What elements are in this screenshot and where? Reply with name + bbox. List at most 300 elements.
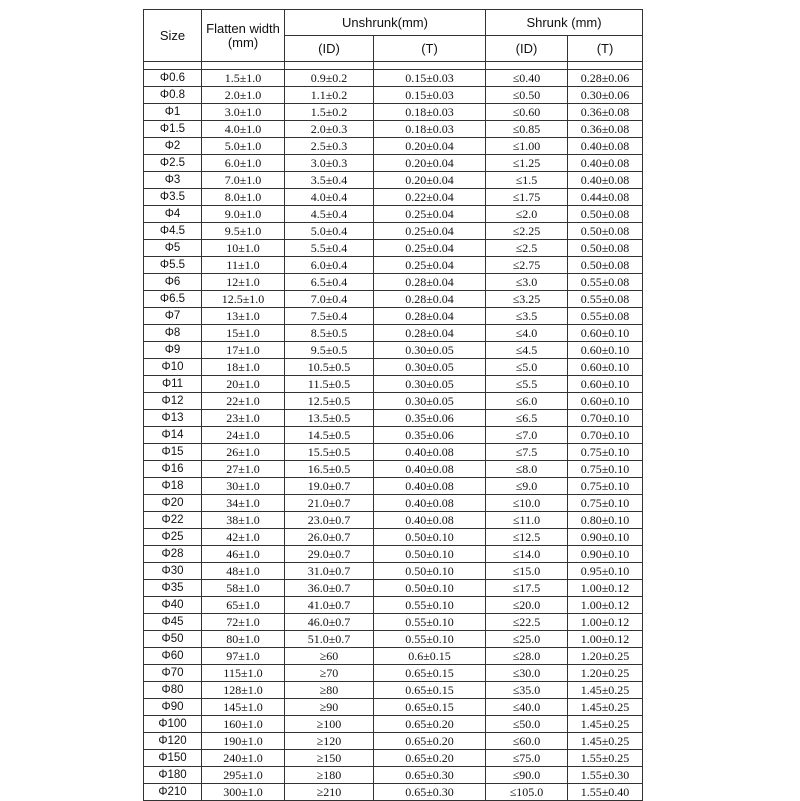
cell-flatten-width: 145±1.0 <box>202 699 285 716</box>
cell-unshrunk-t: 0.50±0.10 <box>374 529 486 546</box>
cell-unshrunk-id: ≥150 <box>285 750 374 767</box>
cell-shrunk-id: ≤7.0 <box>486 427 568 444</box>
header-spacer-row <box>144 62 643 70</box>
header-shrunk-id: (ID) <box>486 36 568 62</box>
cell-shrunk-id: ≤17.5 <box>486 580 568 597</box>
cell-shrunk-t: 0.50±0.08 <box>568 223 643 240</box>
cell-shrunk-id: ≤6.0 <box>486 393 568 410</box>
cell-size: Φ180 <box>144 767 202 784</box>
cell-shrunk-id: ≤1.5 <box>486 172 568 189</box>
cell-size: Φ2.5 <box>144 155 202 172</box>
cell-shrunk-id: ≤0.60 <box>486 104 568 121</box>
cell-flatten-width: 12±1.0 <box>202 274 285 291</box>
cell-shrunk-id: ≤6.5 <box>486 410 568 427</box>
cell-shrunk-t: 0.75±0.10 <box>568 461 643 478</box>
cell-unshrunk-id: 21.0±0.7 <box>285 495 374 512</box>
table-body <box>144 62 643 801</box>
cell-unshrunk-id: 2.0±0.3 <box>285 121 374 138</box>
cell-size: Φ100 <box>144 716 202 733</box>
cell-unshrunk-id: 9.5±0.5 <box>285 342 374 359</box>
cell-shrunk-t: 0.60±0.10 <box>568 342 643 359</box>
cell-shrunk-t: 1.45±0.25 <box>568 682 643 699</box>
header-shrunk: Shrunk (mm) <box>486 10 643 36</box>
table-row <box>144 461 643 478</box>
cell-shrunk-id: ≤5.0 <box>486 359 568 376</box>
table-row <box>144 614 643 631</box>
table-row <box>144 767 643 784</box>
cell-flatten-width: 9.5±1.0 <box>202 223 285 240</box>
cell-flatten-width: 8.0±1.0 <box>202 189 285 206</box>
cell-unshrunk-id: 14.5±0.5 <box>285 427 374 444</box>
cell-size: Φ0.6 <box>144 70 202 87</box>
cell-shrunk-id: ≤50.0 <box>486 716 568 733</box>
cell-size: Φ5.5 <box>144 257 202 274</box>
table-row <box>144 308 643 325</box>
table-row <box>144 393 643 410</box>
cell-flatten-width: 26±1.0 <box>202 444 285 461</box>
cell-unshrunk-id: 29.0±0.7 <box>285 546 374 563</box>
cell-shrunk-id: ≤35.0 <box>486 682 568 699</box>
cell-size: Φ14 <box>144 427 202 444</box>
cell-shrunk-t: 0.80±0.10 <box>568 512 643 529</box>
cell-size: Φ12 <box>144 393 202 410</box>
cell-shrunk-id: ≤2.75 <box>486 257 568 274</box>
header-size: Size <box>144 10 202 62</box>
cell-shrunk-id: ≤12.5 <box>486 529 568 546</box>
cell-shrunk-t: 0.50±0.08 <box>568 240 643 257</box>
cell-unshrunk-t: 0.25±0.04 <box>374 257 486 274</box>
cell-size: Φ16 <box>144 461 202 478</box>
cell-unshrunk-t: 0.40±0.08 <box>374 512 486 529</box>
cell-shrunk-id: ≤1.75 <box>486 189 568 206</box>
cell-unshrunk-id: 1.5±0.2 <box>285 104 374 121</box>
cell-unshrunk-t: 0.50±0.10 <box>374 580 486 597</box>
table-row <box>144 716 643 733</box>
cell-shrunk-id: ≤2.25 <box>486 223 568 240</box>
cell-flatten-width: 11±1.0 <box>202 257 285 274</box>
table-row <box>144 410 643 427</box>
table-row <box>144 155 643 172</box>
cell-unshrunk-id: 19.0±0.7 <box>285 478 374 495</box>
cell-size: Φ25 <box>144 529 202 546</box>
cell-unshrunk-t: 0.35±0.06 <box>374 410 486 427</box>
cell-unshrunk-t: 0.15±0.03 <box>374 70 486 87</box>
cell-shrunk-id: ≤4.0 <box>486 325 568 342</box>
header-shrunk-t: (T) <box>568 36 643 62</box>
cell-size: Φ3 <box>144 172 202 189</box>
cell-shrunk-t: 0.75±0.10 <box>568 444 643 461</box>
cell-unshrunk-id: 8.5±0.5 <box>285 325 374 342</box>
cell-shrunk-t: 0.50±0.08 <box>568 206 643 223</box>
table-row <box>144 563 643 580</box>
cell-shrunk-t: 1.45±0.25 <box>568 699 643 716</box>
table-row <box>144 291 643 308</box>
cell-shrunk-id: ≤28.0 <box>486 648 568 665</box>
cell-unshrunk-id: 10.5±0.5 <box>285 359 374 376</box>
cell-flatten-width: 46±1.0 <box>202 546 285 563</box>
cell-size: Φ15 <box>144 444 202 461</box>
cell-size: Φ22 <box>144 512 202 529</box>
cell-shrunk-id: ≤0.50 <box>486 87 568 104</box>
cell-size: Φ5 <box>144 240 202 257</box>
cell-size: Φ70 <box>144 665 202 682</box>
table-row <box>144 580 643 597</box>
cell-unshrunk-id: 5.5±0.4 <box>285 240 374 257</box>
cell-shrunk-t: 1.55±0.40 <box>568 784 643 801</box>
cell-shrunk-t: 1.00±0.12 <box>568 580 643 597</box>
cell-flatten-width: 30±1.0 <box>202 478 285 495</box>
cell-unshrunk-t: 0.65±0.20 <box>374 750 486 767</box>
table-row <box>144 512 643 529</box>
cell-shrunk-t: 0.40±0.08 <box>568 172 643 189</box>
cell-unshrunk-t: 0.30±0.05 <box>374 393 486 410</box>
cell-unshrunk-t: 0.40±0.08 <box>374 478 486 495</box>
cell-shrunk-id: ≤3.0 <box>486 274 568 291</box>
table-row <box>144 733 643 750</box>
cell-unshrunk-id: 4.0±0.4 <box>285 189 374 206</box>
cell-unshrunk-t: 0.20±0.04 <box>374 155 486 172</box>
cell-unshrunk-t: 0.40±0.08 <box>374 444 486 461</box>
table-row <box>144 342 643 359</box>
table-row <box>144 597 643 614</box>
cell-shrunk-t: 1.55±0.25 <box>568 750 643 767</box>
cell-shrunk-t: 0.40±0.08 <box>568 138 643 155</box>
cell-flatten-width: 15±1.0 <box>202 325 285 342</box>
cell-size: Φ13 <box>144 410 202 427</box>
cell-shrunk-id: ≤2.5 <box>486 240 568 257</box>
cell-size: Φ80 <box>144 682 202 699</box>
cell-size: Φ7 <box>144 308 202 325</box>
table-row <box>144 648 643 665</box>
cell-shrunk-id: ≤20.0 <box>486 597 568 614</box>
cell-flatten-width: 48±1.0 <box>202 563 285 580</box>
cell-unshrunk-id: ≥180 <box>285 767 374 784</box>
cell-shrunk-id: ≤9.0 <box>486 478 568 495</box>
cell-size: Φ2 <box>144 138 202 155</box>
cell-shrunk-t: 0.55±0.08 <box>568 274 643 291</box>
cell-flatten-width: 34±1.0 <box>202 495 285 512</box>
cell-unshrunk-id: ≥90 <box>285 699 374 716</box>
cell-flatten-width: 42±1.0 <box>202 529 285 546</box>
cell-flatten-width: 58±1.0 <box>202 580 285 597</box>
cell-size: Φ11 <box>144 376 202 393</box>
cell-size: Φ9 <box>144 342 202 359</box>
cell-unshrunk-t: 0.65±0.30 <box>374 767 486 784</box>
cell-size: Φ120 <box>144 733 202 750</box>
cell-unshrunk-id: 26.0±0.7 <box>285 529 374 546</box>
cell-unshrunk-t: 0.28±0.04 <box>374 308 486 325</box>
cell-shrunk-id: ≤1.25 <box>486 155 568 172</box>
cell-flatten-width: 17±1.0 <box>202 342 285 359</box>
cell-unshrunk-t: 0.40±0.08 <box>374 495 486 512</box>
cell-size: Φ4.5 <box>144 223 202 240</box>
cell-unshrunk-id: 1.1±0.2 <box>285 87 374 104</box>
cell-flatten-width: 10±1.0 <box>202 240 285 257</box>
cell-shrunk-id: ≤0.85 <box>486 121 568 138</box>
header-flatten-width-label: Flatten width <box>206 20 280 36</box>
cell-size: Φ28 <box>144 546 202 563</box>
cell-unshrunk-id: 41.0±0.7 <box>285 597 374 614</box>
cell-size: Φ35 <box>144 580 202 597</box>
cell-flatten-width: 3.0±1.0 <box>202 104 285 121</box>
cell-flatten-width: 18±1.0 <box>202 359 285 376</box>
table-row <box>144 121 643 138</box>
cell-unshrunk-id: 5.0±0.4 <box>285 223 374 240</box>
cell-shrunk-id: ≤5.5 <box>486 376 568 393</box>
cell-size: Φ4 <box>144 206 202 223</box>
cell-unshrunk-id: 2.5±0.3 <box>285 138 374 155</box>
cell-size: Φ0.8 <box>144 87 202 104</box>
cell-size: Φ150 <box>144 750 202 767</box>
cell-shrunk-t: 0.95±0.10 <box>568 563 643 580</box>
cell-flatten-width: 13±1.0 <box>202 308 285 325</box>
cell-shrunk-id: ≤22.5 <box>486 614 568 631</box>
cell-shrunk-id: ≤8.0 <box>486 461 568 478</box>
cell-size: Φ6.5 <box>144 291 202 308</box>
cell-size: Φ1 <box>144 104 202 121</box>
table-row <box>144 87 643 104</box>
cell-unshrunk-id: ≥60 <box>285 648 374 665</box>
cell-size: Φ90 <box>144 699 202 716</box>
cell-unshrunk-t: 0.55±0.10 <box>374 597 486 614</box>
cell-flatten-width: 27±1.0 <box>202 461 285 478</box>
cell-unshrunk-id: ≥210 <box>285 784 374 801</box>
spec-table <box>143 9 643 801</box>
cell-shrunk-id: ≤2.0 <box>486 206 568 223</box>
cell-unshrunk-id: ≥80 <box>285 682 374 699</box>
table-row <box>144 784 643 801</box>
table-row <box>144 478 643 495</box>
cell-shrunk-id: ≤3.5 <box>486 308 568 325</box>
cell-flatten-width: 23±1.0 <box>202 410 285 427</box>
table-row <box>144 682 643 699</box>
cell-unshrunk-id: 13.5±0.5 <box>285 410 374 427</box>
cell-unshrunk-t: 0.15±0.03 <box>374 87 486 104</box>
cell-shrunk-id: ≤105.0 <box>486 784 568 801</box>
cell-flatten-width: 22±1.0 <box>202 393 285 410</box>
cell-shrunk-t: 0.40±0.08 <box>568 155 643 172</box>
cell-shrunk-t: 0.44±0.08 <box>568 189 643 206</box>
cell-shrunk-id: ≤14.0 <box>486 546 568 563</box>
cell-flatten-width: 24±1.0 <box>202 427 285 444</box>
header-flatten-width-unit: (mm) <box>227 34 259 50</box>
cell-shrunk-t: 1.00±0.12 <box>568 597 643 614</box>
cell-unshrunk-id: 11.5±0.5 <box>285 376 374 393</box>
cell-unshrunk-id: 31.0±0.7 <box>285 563 374 580</box>
cell-unshrunk-t: 0.28±0.04 <box>374 291 486 308</box>
table-row <box>144 427 643 444</box>
cell-unshrunk-id: 12.5±0.5 <box>285 393 374 410</box>
cell-shrunk-t: 0.75±0.10 <box>568 478 643 495</box>
cell-unshrunk-id: 16.5±0.5 <box>285 461 374 478</box>
cell-shrunk-id: ≤60.0 <box>486 733 568 750</box>
cell-unshrunk-id: 6.5±0.4 <box>285 274 374 291</box>
cell-flatten-width: 115±1.0 <box>202 665 285 682</box>
cell-shrunk-id: ≤4.5 <box>486 342 568 359</box>
cell-shrunk-id: ≤25.0 <box>486 631 568 648</box>
table-row <box>144 206 643 223</box>
cell-shrunk-id: ≤15.0 <box>486 563 568 580</box>
cell-unshrunk-id: 6.0±0.4 <box>285 257 374 274</box>
table-row <box>144 444 643 461</box>
table-row <box>144 376 643 393</box>
cell-shrunk-t: 1.20±0.25 <box>568 648 643 665</box>
cell-flatten-width: 128±1.0 <box>202 682 285 699</box>
cell-unshrunk-id: 4.5±0.4 <box>285 206 374 223</box>
cell-shrunk-t: 0.55±0.08 <box>568 291 643 308</box>
cell-unshrunk-t: 0.65±0.30 <box>374 784 486 801</box>
cell-unshrunk-id: 7.5±0.4 <box>285 308 374 325</box>
cell-size: Φ20 <box>144 495 202 512</box>
cell-shrunk-t: 0.90±0.10 <box>568 546 643 563</box>
header-unshrunk-id: (ID) <box>285 36 374 62</box>
cell-flatten-width: 4.0±1.0 <box>202 121 285 138</box>
cell-unshrunk-id: 3.0±0.3 <box>285 155 374 172</box>
cell-unshrunk-id: ≥120 <box>285 733 374 750</box>
cell-unshrunk-t: 0.18±0.03 <box>374 121 486 138</box>
cell-unshrunk-t: 0.55±0.10 <box>374 614 486 631</box>
cell-unshrunk-t: 0.65±0.20 <box>374 733 486 750</box>
cell-flatten-width: 1.5±1.0 <box>202 70 285 87</box>
cell-flatten-width: 240±1.0 <box>202 750 285 767</box>
cell-shrunk-t: 1.55±0.30 <box>568 767 643 784</box>
cell-shrunk-t: 0.30±0.06 <box>568 87 643 104</box>
cell-shrunk-t: 0.90±0.10 <box>568 529 643 546</box>
cell-flatten-width: 20±1.0 <box>202 376 285 393</box>
cell-unshrunk-t: 0.28±0.04 <box>374 325 486 342</box>
table-row <box>144 257 643 274</box>
cell-size: Φ40 <box>144 597 202 614</box>
cell-unshrunk-t: 0.25±0.04 <box>374 240 486 257</box>
cell-unshrunk-id: ≥100 <box>285 716 374 733</box>
table-row <box>144 359 643 376</box>
table-row <box>144 495 643 512</box>
cell-flatten-width: 300±1.0 <box>202 784 285 801</box>
table-row <box>144 189 643 206</box>
cell-unshrunk-id: 15.5±0.5 <box>285 444 374 461</box>
cell-unshrunk-t: 0.65±0.15 <box>374 699 486 716</box>
cell-flatten-width: 80±1.0 <box>202 631 285 648</box>
cell-unshrunk-t: 0.35±0.06 <box>374 427 486 444</box>
cell-unshrunk-t: 0.6±0.15 <box>374 648 486 665</box>
cell-flatten-width: 12.5±1.0 <box>202 291 285 308</box>
cell-flatten-width: 38±1.0 <box>202 512 285 529</box>
table-row <box>144 223 643 240</box>
table-row <box>144 529 643 546</box>
cell-unshrunk-t: 0.30±0.05 <box>374 342 486 359</box>
cell-shrunk-t: 1.00±0.12 <box>568 631 643 648</box>
cell-flatten-width: 190±1.0 <box>202 733 285 750</box>
cell-unshrunk-t: 0.20±0.04 <box>374 138 486 155</box>
cell-unshrunk-id: ≥70 <box>285 665 374 682</box>
cell-size: Φ1.5 <box>144 121 202 138</box>
table-row <box>144 546 643 563</box>
cell-shrunk-t: 0.70±0.10 <box>568 427 643 444</box>
cell-unshrunk-t: 0.65±0.20 <box>374 716 486 733</box>
cell-unshrunk-id: 7.0±0.4 <box>285 291 374 308</box>
cell-unshrunk-t: 0.30±0.05 <box>374 359 486 376</box>
cell-unshrunk-t: 0.65±0.15 <box>374 665 486 682</box>
table-row <box>144 699 643 716</box>
cell-shrunk-id: ≤11.0 <box>486 512 568 529</box>
cell-shrunk-id: ≤30.0 <box>486 665 568 682</box>
cell-unshrunk-t: 0.22±0.04 <box>374 189 486 206</box>
table-row <box>144 70 643 87</box>
cell-shrunk-t: 0.36±0.08 <box>568 104 643 121</box>
table-row <box>144 665 643 682</box>
cell-shrunk-id: ≤0.40 <box>486 70 568 87</box>
cell-shrunk-id: ≤1.00 <box>486 138 568 155</box>
table-header <box>144 10 643 62</box>
table-row <box>144 325 643 342</box>
cell-unshrunk-t: 0.25±0.04 <box>374 223 486 240</box>
table-row <box>144 750 643 767</box>
cell-shrunk-t: 1.45±0.25 <box>568 733 643 750</box>
cell-size: Φ60 <box>144 648 202 665</box>
cell-unshrunk-t: 0.40±0.08 <box>374 461 486 478</box>
cell-size: Φ10 <box>144 359 202 376</box>
cell-unshrunk-id: 3.5±0.4 <box>285 172 374 189</box>
header-unshrunk-t: (T) <box>374 36 486 62</box>
cell-unshrunk-t: 0.20±0.04 <box>374 172 486 189</box>
cell-flatten-width: 2.0±1.0 <box>202 87 285 104</box>
table-row <box>144 172 643 189</box>
cell-unshrunk-id: 46.0±0.7 <box>285 614 374 631</box>
cell-unshrunk-t: 0.18±0.03 <box>374 104 486 121</box>
cell-unshrunk-t: 0.50±0.10 <box>374 563 486 580</box>
cell-shrunk-t: 0.70±0.10 <box>568 410 643 427</box>
cell-flatten-width: 97±1.0 <box>202 648 285 665</box>
cell-shrunk-t: 0.75±0.10 <box>568 495 643 512</box>
cell-size: Φ6 <box>144 274 202 291</box>
cell-unshrunk-id: 23.0±0.7 <box>285 512 374 529</box>
cell-flatten-width: 65±1.0 <box>202 597 285 614</box>
cell-size: Φ50 <box>144 631 202 648</box>
cell-flatten-width: 5.0±1.0 <box>202 138 285 155</box>
cell-size: Φ30 <box>144 563 202 580</box>
cell-shrunk-t: 0.60±0.10 <box>568 325 643 342</box>
cell-shrunk-t: 0.60±0.10 <box>568 376 643 393</box>
cell-unshrunk-id: 51.0±0.7 <box>285 631 374 648</box>
table-row <box>144 138 643 155</box>
cell-flatten-width: 160±1.0 <box>202 716 285 733</box>
cell-shrunk-t: 0.55±0.08 <box>568 308 643 325</box>
cell-unshrunk-id: 0.9±0.2 <box>285 70 374 87</box>
cell-shrunk-t: 0.36±0.08 <box>568 121 643 138</box>
cell-shrunk-id: ≤75.0 <box>486 750 568 767</box>
cell-unshrunk-t: 0.28±0.04 <box>374 274 486 291</box>
cell-shrunk-id: ≤40.0 <box>486 699 568 716</box>
cell-shrunk-t: 0.60±0.10 <box>568 393 643 410</box>
cell-shrunk-t: 0.28±0.06 <box>568 70 643 87</box>
cell-size: Φ3.5 <box>144 189 202 206</box>
cell-unshrunk-t: 0.65±0.15 <box>374 682 486 699</box>
cell-shrunk-id: ≤10.0 <box>486 495 568 512</box>
cell-shrunk-t: 0.50±0.08 <box>568 257 643 274</box>
table-row <box>144 274 643 291</box>
cell-size: Φ45 <box>144 614 202 631</box>
cell-flatten-width: 7.0±1.0 <box>202 172 285 189</box>
table-row <box>144 240 643 257</box>
cell-size: Φ8 <box>144 325 202 342</box>
cell-shrunk-id: ≤3.25 <box>486 291 568 308</box>
cell-shrunk-id: ≤7.5 <box>486 444 568 461</box>
cell-flatten-width: 295±1.0 <box>202 767 285 784</box>
cell-unshrunk-t: 0.25±0.04 <box>374 206 486 223</box>
cell-unshrunk-t: 0.55±0.10 <box>374 631 486 648</box>
cell-flatten-width: 72±1.0 <box>202 614 285 631</box>
cell-shrunk-id: ≤90.0 <box>486 767 568 784</box>
